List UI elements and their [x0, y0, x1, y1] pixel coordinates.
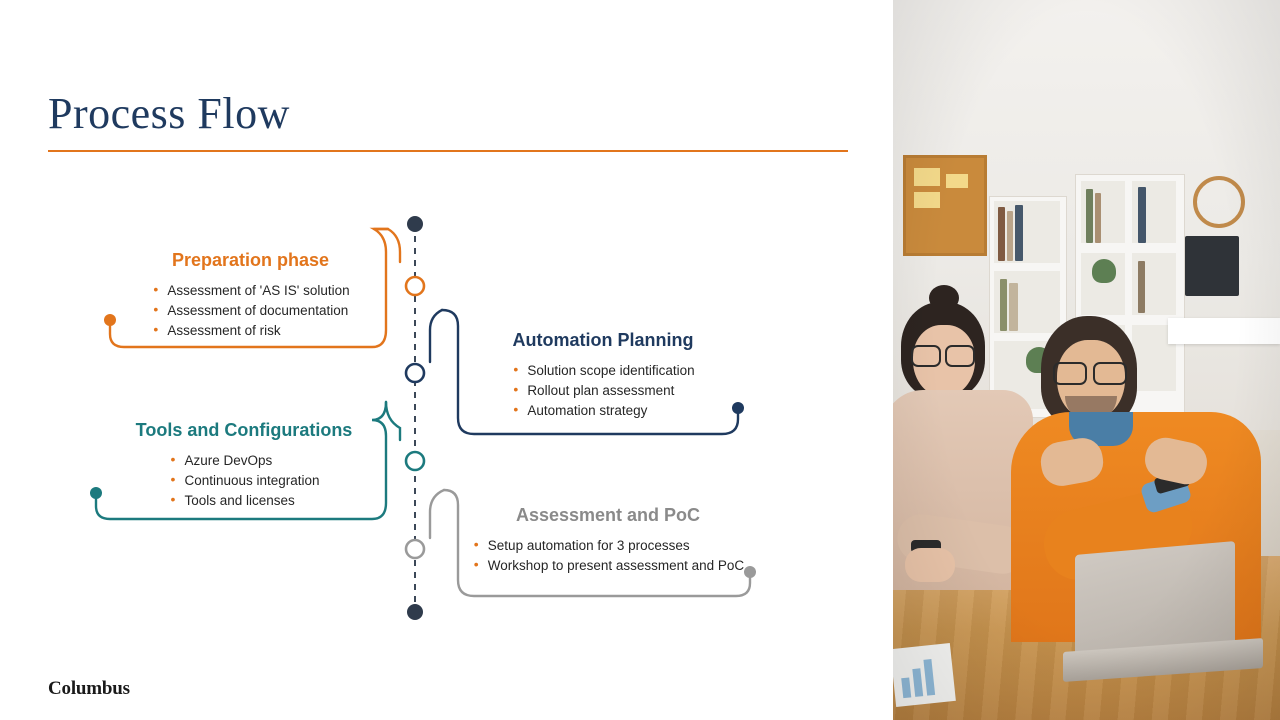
photo-corkboard — [903, 155, 987, 256]
process-step-tools-and-configurations — [104, 421, 384, 511]
tools-and-configurations-list — [168, 451, 319, 511]
timeline-start-dot — [407, 216, 423, 232]
process-step-automation-planning — [468, 331, 738, 421]
list-item: • Assessment of documentation — [151, 301, 349, 320]
assessment-and-poc-heading: Assessment and PoC — [515, 505, 701, 525]
list-item: • Solution scope identification — [511, 361, 694, 380]
process-step-preparation-phase — [118, 251, 383, 341]
automation-planning-node — [406, 364, 424, 382]
tools-and-configurations-bracket-arm — [386, 402, 400, 440]
process-step-assessment-and-poc — [468, 506, 748, 576]
timeline-end-dot — [407, 604, 423, 620]
assessment-and-poc-list — [472, 536, 744, 576]
list-item: • Rollout plan assessment — [511, 381, 694, 400]
assessment-and-poc-node — [406, 540, 424, 558]
photo-round-mirror — [1193, 176, 1245, 228]
automation-planning-list — [511, 361, 694, 421]
tools-and-configurations-node — [406, 452, 424, 470]
brand-logo: Columbus — [48, 678, 130, 699]
tools-and-configurations-heading: Tools and Configurations — [135, 420, 353, 440]
photo-background-monitor — [1185, 236, 1239, 296]
page-title: Process Flow — [48, 89, 290, 138]
tools-and-configurations-endpoint-dot — [90, 487, 102, 499]
list-item: • Automation strategy — [511, 401, 694, 420]
list-item: • Azure DevOps — [168, 451, 319, 470]
preparation-phase-list — [151, 281, 349, 341]
preparation-phase-heading: Preparation phase — [171, 250, 330, 270]
list-item: • Assessment of risk — [151, 321, 349, 340]
automation-planning-heading: Automation Planning — [512, 330, 694, 350]
preparation-phase-endpoint-dot — [104, 314, 116, 326]
list-item: • Continuous integration — [168, 471, 319, 490]
office-meeting-photo — [893, 0, 1280, 720]
preparation-phase-node — [406, 277, 424, 295]
list-item: • Tools and licenses — [168, 491, 319, 510]
photo-paper-chart — [893, 643, 956, 707]
list-item: • Assessment of 'AS IS' solution — [151, 281, 349, 300]
automation-planning-bracket-arm — [430, 310, 442, 362]
assessment-and-poc-bracket-arm — [430, 490, 444, 538]
list-item: • Workshop to present assessment and PoC — [472, 556, 744, 575]
photo-background-desk — [1168, 318, 1280, 344]
list-item: • Setup automation for 3 processes — [472, 536, 744, 555]
